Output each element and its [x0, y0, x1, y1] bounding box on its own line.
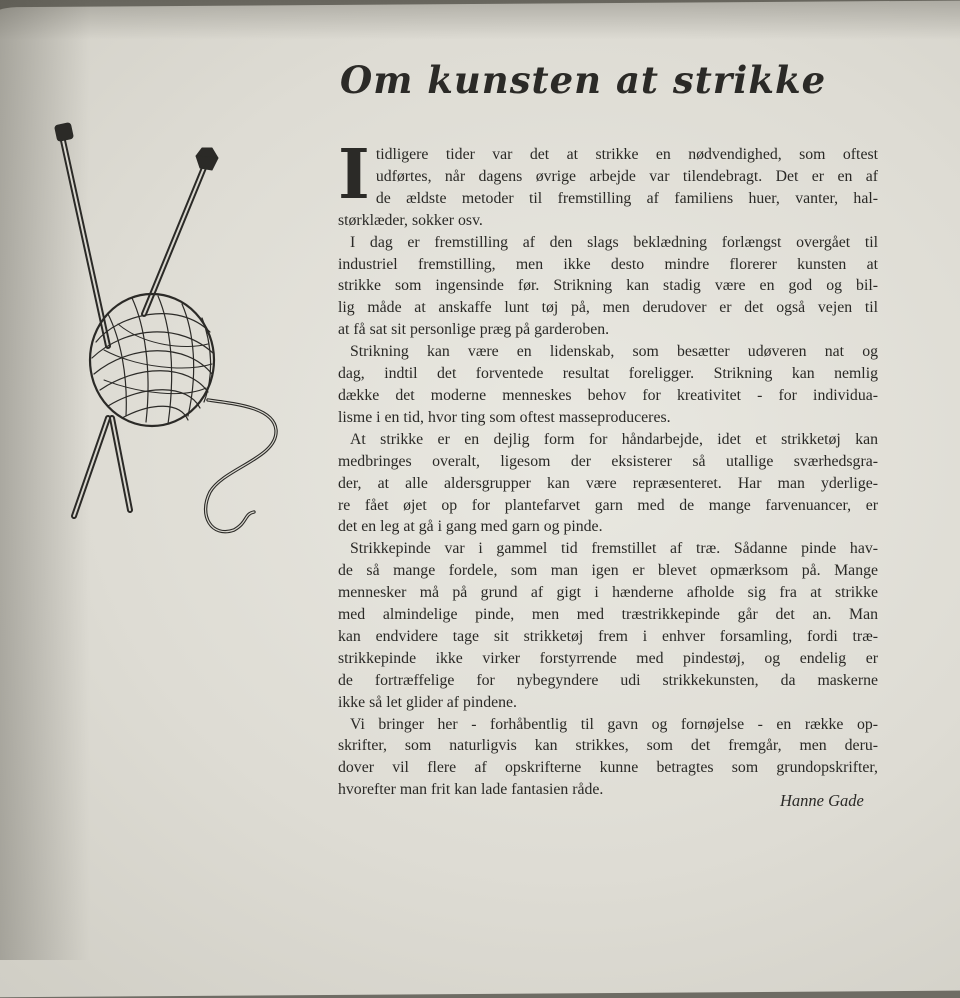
- paragraph-3: [338, 341, 878, 429]
- paragraph-2: [338, 232, 878, 342]
- text-line: det en leg at gå i gang med garn og pinde.: [338, 518, 603, 536]
- text-line: ikke så let glider af pindene.: [338, 693, 517, 711]
- text-line: lisme i en tid, hvor ting som oftest masseproduceres.: [338, 408, 671, 426]
- text-line: At strikke er en dejlig form for håndarbejde, idet et strikketøj kan: [350, 430, 878, 448]
- text-line: at få sat sit personlige præg på garderoben.: [338, 321, 610, 339]
- author-signature: Hanne Gade: [780, 791, 864, 810]
- text-line: dover vil flere af opskrifterne kunne betragtes som grundopskrifter,: [338, 759, 878, 777]
- text-line: kan endvidere tage sit strikketøj frem i enhver forsamling, fordi træ-: [338, 627, 878, 645]
- text-line: I dag er fremstilling af den slags beklædning forlængst overgået til: [350, 233, 878, 251]
- text-line: der, at alle aldersgrupper kan være repræsenteret. Har man yderlige-: [338, 474, 878, 492]
- article-body: [338, 135, 878, 801]
- text-line: tidligere tider var det at strikke en nødvendighed, som oftest: [375, 146, 878, 163]
- text-line: skrifter, som naturligvis kan strikkes, som det fremgår, men deru-: [338, 737, 878, 755]
- paragraph-4: [338, 429, 878, 539]
- paragraph-1: [338, 135, 878, 232]
- text-line: hvorefter man frit kan lade fantasien råde.: [338, 781, 604, 799]
- text-line: dag, indtil det forventede resultat foreligger. Strikning kan nemlig: [338, 365, 878, 383]
- paragraph-5: [338, 538, 878, 713]
- text-line: de fortræffelige for nybegyndere udi strikkekunsten, da maskerne: [338, 671, 878, 689]
- text-line: udførtes, når dagens øvrige arbejde var tilendebragt. Det er en af: [375, 167, 878, 185]
- text-line: Strikkepinde var i gammel tid fremstillet af træ. Sådanne pinde hav-: [350, 540, 878, 558]
- text-line: industriel fremstilling, men ikke desto mindre florerer kunsten at: [338, 255, 878, 273]
- text-line: strikke som ingensinde før. Strikning kan stadig være en god og bil-: [338, 277, 878, 295]
- knitting-needles-yarn-ball-icon: [48, 118, 288, 558]
- text-line: strikkepinde ikke virker forstyrrende med pindestøj, og endelig er: [338, 649, 878, 667]
- text-line: Vi bringer her - forhåbentlig til gavn og fornøjelse - en række op-: [350, 715, 878, 733]
- text-line: med almindelige pinde, men med træstrikkepinde går det an. Man: [338, 606, 878, 624]
- text-line: lig måde at anskaffe lunt tøj på, men derudover er det også vejen til: [338, 299, 878, 317]
- drop-cap: I: [338, 135, 370, 215]
- article-title: Om kunsten at strikke: [340, 58, 827, 102]
- text-line: dække det moderne menneskes behov for kreativitet - for individua-: [338, 386, 878, 404]
- text-line: mennesker må på grund af gigt i hænderne afholde sig fra at strikke: [338, 584, 878, 602]
- text-line: de ældste metoder til fremstilling af familiens huer, vanter, hal-: [375, 189, 878, 207]
- page-top-shadow: [0, 0, 960, 40]
- text-line: de så mange fordele, som man igen er blevet opmærksom på. Mange: [338, 562, 878, 580]
- text-line: medbringes overalt, ligesom der eksisterer så utallige sværhedsgra-: [338, 452, 878, 470]
- text-line: Strikning kan være en lidenskab, som besætter udøveren nat og: [350, 343, 878, 361]
- text-line: re fået øjet op for plantefarvet garn med de mange farvenuancer, er: [338, 496, 878, 514]
- paragraph-6: [338, 714, 878, 802]
- text-line: størklæder, sokker osv.: [338, 211, 483, 229]
